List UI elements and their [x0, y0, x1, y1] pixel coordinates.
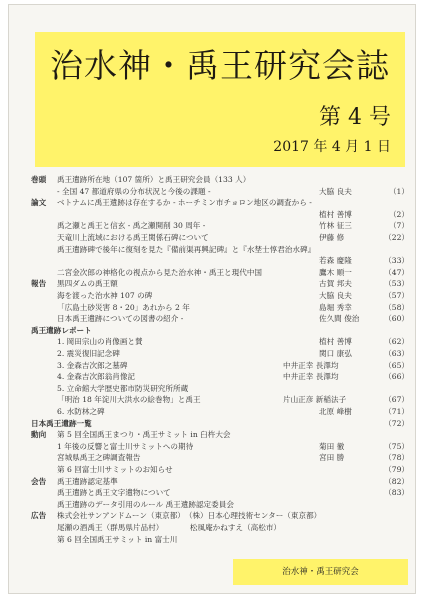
toc-article-title: 6. 水防林之碑 — [57, 407, 105, 416]
toc-article-title: 禹之瀬と禹王と信玄 - 禹之瀬開削 30 周年 - — [57, 221, 206, 231]
toc-section-heading: 禹王遺跡レポート — [31, 325, 92, 335]
toc-author: 植村 善博 — [319, 209, 352, 219]
toc-article-title: 株式会社サンアンドムーン（東京都） （株）日本心理技術センター（東京都） — [57, 511, 322, 521]
toc-article-title: 宮城県禹王之碑調査報告 — [57, 453, 141, 463]
toc-author: 鷹木 順一 — [319, 267, 352, 277]
toc-article-title: 二宮金次郎の神格化の視点から見た治水神・禹王と現代中国 — [57, 267, 263, 277]
toc-author: 古賀 邦夫 — [319, 279, 352, 289]
toc-author: 伊藤 修 — [319, 233, 345, 242]
toc-article-title: 「広島土砂災害 8・20」あれから 2 年 — [57, 302, 190, 312]
toc-author: 植村 善博 — [319, 337, 352, 347]
toc-page-number: （60） — [384, 314, 409, 324]
toc-article-title: 1 年後の反響と富士川サミットへの期待 — [57, 441, 194, 451]
toc-category-label: 巻頭 — [31, 175, 47, 184]
toc-article-title: 海を渡った治水神 107 の碑 — [57, 291, 153, 300]
toc-article-title: 第 5 回全国禹王まつり・禹王サミット in 臼杵大会 — [57, 430, 231, 440]
toc-page-number: （79） — [384, 465, 409, 474]
toc-author: 島堀 秀幸 — [319, 302, 352, 312]
toc-page-number: （66） — [384, 372, 409, 382]
toc-page-number: （67） — [384, 395, 409, 405]
toc-article-title: 尾瀬の酒禹王（群馬県片品村） 松風庵かねすえ（高松市） — [57, 523, 282, 532]
toc-article-title: 5. 立命館大学歴史都市防災研究所所蔵 — [57, 383, 189, 393]
journal-cover — [8, 4, 416, 594]
toc-page-number: （57） — [384, 291, 409, 300]
toc-category-label: 報告 — [31, 279, 47, 289]
toc-page-number: （83） — [384, 488, 409, 498]
toc-page-number: （62） — [384, 337, 409, 347]
toc-page-number: （22） — [384, 233, 409, 242]
toc-category-label: 広告 — [31, 511, 47, 521]
toc-article-title: 3. 金森吉次郎之墓碑 — [57, 360, 128, 370]
toc-article-title: 1. 岡田宗山の肖像画と賛 — [57, 337, 143, 347]
issue-number: 第 4 号 — [319, 105, 391, 130]
toc-author: 大脇 良夫 — [319, 291, 352, 300]
toc-page-number: （2） — [388, 209, 409, 219]
toc-article-title: - 全国 47 都道府県の分布状況と今後の課題 - — [57, 186, 211, 196]
toc-page-number: （75） — [384, 441, 409, 451]
toc-author: 片山正彦 新稲法子 — [283, 395, 347, 405]
toc-author: 大脇 良夫 — [319, 186, 352, 196]
toc-page-number: （72） — [384, 418, 409, 428]
toc-article-title: 禹王遺跡所在地（107 箇所）と禹王研究会員（133 人） — [57, 175, 251, 184]
toc-category-label: 動向 — [31, 430, 47, 440]
toc-page-number: （71） — [384, 407, 409, 416]
toc-article-title: 2. 震災復旧記念碑 — [57, 349, 120, 358]
toc-author: 若森 慶隆 — [319, 256, 352, 266]
toc-author: 中井正幸 長澤均 — [283, 360, 339, 370]
toc-article-title: 日本禹王遺跡についての図書の紹介 - — [57, 314, 184, 324]
toc-article-title: 第 6 回富士川サミットのお知らせ — [57, 465, 173, 474]
toc-article-title: 第 6 回全国禹王サミット in 富士川 — [57, 534, 178, 544]
toc-author: 北原 峰樹 — [319, 407, 352, 416]
toc-author: 関口 康弘 — [319, 349, 352, 358]
toc-article-title: 禹王遺跡と禹王文字遺物について — [57, 488, 171, 498]
toc-article-title: 禹王遺跡のデータ引用のルール 禹王遺跡認定委員会 — [57, 499, 234, 509]
toc-author: 宮田 勝 — [319, 453, 345, 463]
toc-article-title: 4. 金森吉次郎翁肖像記 — [57, 372, 136, 382]
publisher-footer: 治水神・禹王研究会 — [233, 559, 408, 585]
toc-section-heading: 日本禹王遺跡一覧 — [31, 418, 92, 428]
toc-category-label: 論文 — [31, 198, 47, 208]
toc-article-title: 天竜川上流域における禹王関係石碑について — [57, 233, 209, 242]
toc-page-number: （53） — [384, 279, 409, 289]
toc-page-number: （58） — [384, 302, 409, 312]
toc-page-number: （7） — [388, 221, 409, 231]
toc-page-number: （47） — [384, 267, 409, 277]
toc-author: 竹林 征三 — [319, 221, 352, 231]
toc-article-title: 「明治 18 年淀川大洪水の絵巻物」と禹王 — [57, 395, 201, 405]
toc-row — [31, 533, 409, 547]
toc-article-title: 禹王遺跡碑で後年に復刻を見た『備前渠再興記碑』と『水埜士惇君治水碑』 — [57, 244, 316, 254]
toc-page-number: （65） — [384, 360, 409, 370]
toc-article-title: 黒四ダムの禹王額 — [57, 279, 118, 289]
toc-article-title: 禹王遺跡認定基準 — [57, 476, 118, 486]
toc-author: 佐久間 俊治 — [319, 314, 360, 324]
toc-page-number: （33） — [384, 256, 409, 266]
toc-author: 菊田 徹 — [319, 441, 345, 451]
toc-page-number: （82） — [384, 476, 409, 486]
cover-band — [35, 32, 405, 167]
issue-date: 2017 年 4 月 1 日 — [273, 139, 391, 155]
toc-author: 中井正幸 長澤均 — [283, 372, 339, 382]
toc-page-number: （63） — [384, 349, 409, 358]
toc-article-title: ベトナムに禹王遺跡は存在するか - ホーチミン市チョロン地区の調査から - — [57, 198, 312, 208]
toc-page-number: （78） — [384, 453, 409, 463]
toc-category-label: 会告 — [31, 476, 47, 486]
toc-page-number: （1） — [388, 186, 409, 196]
journal-title: 治水神・禹王研究会誌 — [50, 46, 390, 85]
